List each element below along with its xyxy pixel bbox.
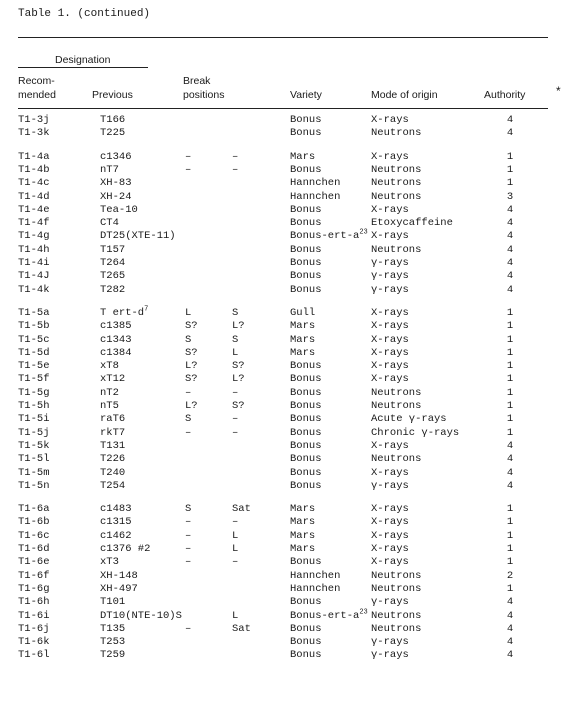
mode-of-origin-cell: γ-rays — [371, 479, 409, 492]
table-row — [0, 191, 575, 204]
previous-cell: nT7 — [100, 163, 119, 176]
variety-cell: Mars — [290, 529, 316, 542]
mode-of-origin-cell: X-rays — [371, 230, 409, 243]
designation-cell: T1-5i — [18, 413, 50, 426]
break-pos-1-cell: – — [185, 426, 192, 439]
variety-cell: Bonus — [290, 400, 322, 412]
authority-cell: 3 — [506, 190, 514, 203]
table-row — [0, 453, 575, 466]
authority-cell: 1 — [506, 413, 514, 426]
designation-cell: T1-5c — [18, 333, 50, 346]
mode-of-origin-cell: Neutrons — [371, 243, 422, 256]
variety-cell: Mars — [290, 333, 316, 346]
previous-cell: c1483 — [100, 503, 132, 516]
designation-cell: T1-6e — [18, 556, 50, 569]
break-pos-2-cell: – — [232, 426, 239, 439]
designation-cell: T1-5k — [18, 439, 50, 452]
variety-cell: Bonus — [290, 453, 322, 466]
authority-cell: 4 — [506, 649, 514, 662]
previous-cell: c1346 — [100, 150, 132, 163]
table-row — [0, 127, 575, 140]
variety-cell: Bonus — [290, 203, 322, 216]
authority-cell: 4 — [506, 636, 514, 649]
mode-of-origin-cell: X-rays — [371, 466, 409, 479]
previous-cell: T226 — [100, 453, 126, 466]
authority-cell: 1 — [506, 320, 514, 333]
variety-cell: Bonus — [290, 479, 322, 492]
designation-cell: T1-3j — [18, 114, 50, 126]
mode-of-origin-cell: X-rays — [371, 360, 409, 373]
authority-cell: 1 — [506, 582, 514, 595]
authority-cell: 1 — [506, 386, 514, 399]
mode-of-origin-cell: X-rays — [371, 320, 409, 333]
break-pos-1-cell: – — [185, 543, 192, 555]
table-row — [0, 360, 575, 373]
designation-header: Designation — [55, 54, 111, 66]
variety-cell: Bonus — [290, 114, 322, 126]
mode-of-origin-cell: X-rays — [371, 114, 409, 126]
variety-cell: Bonus — [290, 217, 322, 230]
break-pos-1-cell: – — [185, 556, 192, 569]
designation-cell: T1-6b — [18, 516, 50, 529]
break-pos-2-cell: S — [232, 333, 239, 346]
authority-cell: 1 — [506, 503, 514, 516]
designation-cell: T1-6h — [18, 596, 50, 609]
previous-cell: T157 — [100, 243, 126, 256]
header-rule — [18, 108, 548, 109]
table-row — [0, 387, 575, 400]
previous-cell: T282 — [100, 283, 126, 296]
variety-cell: Mars — [290, 516, 316, 529]
previous-cell: c1376 #2 — [100, 543, 151, 555]
break-pos-2-cell: – — [232, 386, 239, 399]
authority-cell: 4 — [506, 230, 514, 243]
authority-cell: 1 — [506, 333, 514, 346]
variety-cell: Bonus — [290, 283, 322, 296]
footnote-star: * — [556, 84, 561, 98]
break-pos-2-cell: S — [232, 306, 239, 319]
table-row — [0, 413, 575, 426]
table-row — [0, 427, 575, 440]
mode-of-origin-cell: Neutrons — [371, 609, 422, 622]
break-pos-1-cell: S? — [185, 346, 198, 359]
mode-of-origin-cell: Neutrons — [371, 127, 422, 140]
designation-cell: T1-6k — [18, 636, 50, 649]
authority-cell: 4 — [506, 243, 514, 256]
mode-of-origin-cell: Neutrons — [371, 582, 422, 595]
variety-cell: Bonus — [290, 649, 322, 662]
variety-cell: Mars — [290, 320, 316, 333]
table-row — [0, 636, 575, 649]
mode-of-origin-cell: X-rays — [371, 346, 409, 359]
variety-cell: Bonus — [290, 636, 322, 649]
table-row — [0, 649, 575, 662]
break-pos-1-cell: – — [185, 163, 192, 176]
break-pos-1-cell: – — [185, 516, 192, 529]
previous-cell: T253 — [100, 636, 126, 649]
variety-cell: Bonus — [290, 163, 322, 176]
mode-of-origin-cell: X-rays — [371, 306, 409, 319]
table-row — [0, 556, 575, 569]
mode-of-origin-cell: X-rays — [371, 203, 409, 216]
authority-cell: 4 — [506, 609, 514, 622]
designation-cell: T1-6j — [18, 622, 50, 635]
designation-cell: T1-6a — [18, 503, 50, 516]
table-row — [0, 543, 575, 556]
authority-cell: 1 — [506, 306, 514, 319]
table-row — [0, 177, 575, 190]
authority-cell: 4 — [506, 479, 514, 492]
variety-cell: Bonus — [290, 439, 322, 452]
variety-cell: Mars — [290, 503, 316, 516]
authority-cell: 4 — [506, 466, 514, 479]
mode-of-origin-cell: Neutrons — [371, 190, 422, 203]
authority-cell: 4 — [506, 217, 514, 230]
break-pos-2-cell: L? — [232, 373, 245, 386]
table-row — [0, 610, 575, 623]
break-pos-2-cell: – — [232, 150, 239, 163]
previous-cell: XH-83 — [100, 177, 132, 190]
designation-cell: T1-4i — [18, 257, 50, 269]
table-row — [0, 307, 575, 320]
variety-cell: Bonus — [290, 556, 322, 569]
break-pos-1-cell: S — [185, 413, 192, 426]
previous-cell: T166 — [100, 114, 126, 126]
variety-cell: Hannchen — [290, 582, 341, 595]
authority-cell: 4 — [506, 453, 514, 466]
break-pos-2-cell: – — [232, 556, 239, 569]
variety-cell: Bonus — [290, 257, 322, 269]
variety-cell: Mars — [290, 346, 316, 359]
designation-cell: T1-5m — [18, 466, 50, 479]
designation-cell: T1-6g — [18, 582, 50, 595]
variety-cell: Bonus — [290, 360, 322, 373]
mode-of-origin-cell: γ-rays — [371, 596, 409, 609]
designation-cell: T1-5e — [18, 360, 50, 373]
variety-cell: Hannchen — [290, 177, 341, 190]
authority-cell: 1 — [506, 360, 514, 373]
previous-cell: CT4 — [100, 217, 119, 230]
variety-cell: Mars — [290, 543, 316, 555]
designation-cell: T1-4f — [18, 217, 50, 230]
previous-header: Previous — [92, 89, 133, 101]
authority-cell: 4 — [506, 203, 514, 216]
designation-cell: T1-4b — [18, 163, 50, 176]
previous-cell: T240 — [100, 466, 126, 479]
mode-of-origin-cell: X-rays — [371, 439, 409, 452]
table-row — [0, 530, 575, 543]
previous-cell: T135 — [100, 622, 126, 635]
authority-cell: 4 — [506, 439, 514, 452]
authority-cell: 1 — [506, 177, 514, 190]
table-row — [0, 623, 575, 636]
designation-cell: T1-4e — [18, 203, 50, 216]
mode-of-origin-header: Mode of origin — [371, 89, 438, 101]
break-pos-2-cell: S? — [232, 360, 245, 373]
previous-cell: c1384 — [100, 346, 132, 359]
previous-cell: c1315 — [100, 516, 132, 529]
table-row — [0, 217, 575, 230]
previous-cell: T254 — [100, 479, 126, 492]
variety-cell: Bonus-$ert-a^{23}$ — [290, 228, 368, 243]
designation-cell: T1-5a — [18, 306, 50, 319]
break-pos-1-cell: L? — [185, 360, 198, 373]
designation-cell: T1-5j — [18, 426, 50, 439]
authority-cell: 1 — [506, 150, 514, 163]
variety-cell: Bonus — [290, 413, 322, 426]
mode-of-origin-cell: Neutrons — [371, 386, 422, 399]
previous-cell: xT3 — [100, 556, 119, 569]
designation-cell: T1-4k — [18, 283, 50, 296]
designation-cell: T1-4d — [18, 190, 50, 203]
break-pos-2-cell: L — [232, 609, 239, 622]
designation-cell: T1-4J — [18, 270, 50, 283]
top-rule — [18, 37, 548, 38]
table-row — [0, 244, 575, 257]
designation-cell: T1-4a — [18, 150, 50, 163]
previous-cell: DT25(XTE-11) — [100, 230, 176, 243]
designation-cell: T1-4h — [18, 243, 50, 256]
authority-header: Authority — [484, 89, 526, 101]
previous-cell: T265 — [100, 270, 126, 283]
authority-cell: 1 — [506, 373, 514, 386]
table-row — [0, 480, 575, 493]
break-pos-2-cell: Sat — [232, 622, 251, 635]
previous-cell: T259 — [100, 649, 126, 662]
variety-cell: Hannchen — [290, 190, 341, 203]
table-row — [0, 570, 575, 583]
mode-of-origin-cell: X-rays — [371, 516, 409, 529]
recommended-header: Recom- mended — [18, 75, 56, 101]
previous-cell: xT12 — [100, 373, 126, 386]
variety-cell: Bonus — [290, 243, 322, 256]
mode-of-origin-cell: Neutrons — [371, 400, 422, 412]
table-row — [0, 257, 575, 270]
mode-of-origin-cell: Neutrons — [371, 622, 422, 635]
authority-cell: 4 — [506, 596, 514, 609]
variety-cell: Gull — [290, 306, 316, 319]
break-pos-1-cell: L? — [185, 400, 198, 412]
break-pos-1-cell: – — [185, 622, 192, 635]
table-row — [0, 400, 575, 413]
authority-cell: 2 — [506, 569, 514, 582]
table-caption: Table 1. (continued) — [18, 8, 151, 20]
variety-cell: Bonus — [290, 373, 322, 386]
mode-of-origin-cell: Chronic γ-rays — [371, 426, 460, 439]
designation-cell: T1-5g — [18, 386, 50, 399]
mode-of-origin-cell: Neutrons — [371, 177, 422, 190]
mode-of-origin-cell: X-rays — [371, 150, 409, 163]
mode-of-origin-cell: X-rays — [371, 373, 409, 386]
break-pos-1-cell: L — [185, 306, 192, 319]
variety-cell: Bonus — [290, 386, 322, 399]
mode-of-origin-cell: X-rays — [371, 556, 409, 569]
previous-cell: XH-497 — [100, 582, 138, 595]
previous-cell: T101 — [100, 596, 126, 609]
table-row — [0, 334, 575, 347]
mode-of-origin-cell: γ-rays — [371, 649, 409, 662]
previous-cell: XH-24 — [100, 190, 132, 203]
designation-cell: T1-6f — [18, 569, 50, 582]
designation-cell: T1-4g — [18, 230, 50, 243]
designation-cell: T1-6c — [18, 529, 50, 542]
break-pos-2-cell: S? — [232, 400, 245, 412]
designation-cell: T1-4c — [18, 177, 50, 190]
designation-cell: T1-6i — [18, 609, 50, 622]
mode-of-origin-cell: X-rays — [371, 503, 409, 516]
designation-underline — [18, 67, 148, 68]
break-pos-1-cell: S — [185, 503, 192, 516]
previous-cell: nT5 — [100, 400, 119, 412]
variety-cell: Bonus — [290, 622, 322, 635]
authority-cell: 4 — [506, 270, 514, 283]
designation-cell: T1-6l — [18, 649, 50, 662]
table-row — [0, 230, 575, 243]
break-pos-1-cell: – — [185, 529, 192, 542]
variety-cell: Bonus — [290, 466, 322, 479]
mode-of-origin-cell: Etoxycaffeine — [371, 217, 453, 230]
break-pos-2-cell: L — [232, 543, 239, 555]
table-row — [0, 467, 575, 480]
authority-cell: 4 — [506, 257, 514, 269]
variety-cell: Bonus — [290, 270, 322, 283]
mode-of-origin-cell: Neutrons — [371, 163, 422, 176]
mode-of-origin-cell: γ-rays — [371, 257, 409, 269]
table-row — [0, 583, 575, 596]
break-pos-1-cell: S? — [185, 373, 198, 386]
table-row — [0, 151, 575, 164]
table-row — [0, 270, 575, 283]
mode-of-origin-cell: Acute γ-rays — [371, 413, 447, 426]
table-row — [0, 596, 575, 609]
break-pos-1-cell: S — [185, 333, 192, 346]
break-pos-2-cell: Sat — [232, 503, 251, 516]
break-pos-1-cell: S? — [185, 320, 198, 333]
previous-cell: T ert-$d^7$ — [100, 305, 149, 319]
authority-cell: 1 — [506, 163, 514, 176]
previous-cell: T225 — [100, 127, 126, 140]
variety-header: Variety — [290, 89, 322, 101]
designation-cell: T1-5l — [18, 453, 50, 466]
table-row — [0, 114, 575, 127]
designation-cell: T1-5b — [18, 320, 50, 333]
designation-cell: T1-5f — [18, 373, 50, 386]
authority-cell: 1 — [506, 556, 514, 569]
previous-cell: nT2 — [100, 386, 119, 399]
break-pos-2-cell: – — [232, 516, 239, 529]
designation-cell: T1-5h — [18, 400, 50, 412]
variety-cell: Hannchen — [290, 569, 341, 582]
variety-cell: Mars — [290, 150, 316, 163]
designation-cell: T1-5n — [18, 479, 50, 492]
previous-cell: raT6 — [100, 413, 126, 426]
table-row — [0, 320, 575, 333]
previous-cell: Tea-10 — [100, 203, 138, 216]
previous-cell: DT10(NTE-10)S — [100, 609, 182, 622]
previous-cell: T264 — [100, 257, 126, 269]
mode-of-origin-cell: γ-rays — [371, 636, 409, 649]
mode-of-origin-cell: γ-rays — [371, 283, 409, 296]
previous-cell: c1343 — [100, 333, 132, 346]
break-pos-1-cell: – — [185, 386, 192, 399]
designation-cell: T1-3k — [18, 127, 50, 140]
authority-cell: 4 — [506, 283, 514, 296]
authority-cell: 1 — [506, 346, 514, 359]
previous-cell: c1462 — [100, 529, 132, 542]
variety-cell: Bonus — [290, 426, 322, 439]
authority-cell: 4 — [506, 114, 514, 126]
break-positions-header: Break positions — [183, 75, 225, 101]
mode-of-origin-cell: X-rays — [371, 333, 409, 346]
authority-cell: 1 — [506, 529, 514, 542]
variety-cell: Bonus — [290, 596, 322, 609]
variety-cell: Bonus-$ert-a^{23}$ — [290, 608, 368, 622]
table-row — [0, 440, 575, 453]
previous-cell: xT8 — [100, 360, 119, 373]
previous-cell: c1385 — [100, 320, 132, 333]
previous-cell: T131 — [100, 439, 126, 452]
previous-cell: rkT7 — [100, 426, 126, 439]
break-pos-2-cell: L — [232, 346, 239, 359]
table-row — [0, 373, 575, 386]
authority-cell: 4 — [506, 127, 514, 140]
mode-of-origin-cell: γ-rays — [371, 270, 409, 283]
authority-cell: 1 — [506, 543, 514, 555]
authority-cell: 1 — [506, 400, 514, 412]
break-pos-2-cell: L? — [232, 320, 245, 333]
break-pos-2-cell: L — [232, 529, 239, 542]
previous-cell: XH-148 — [100, 569, 138, 582]
table-row — [0, 516, 575, 529]
break-pos-2-cell: – — [232, 163, 239, 176]
break-pos-1-cell: – — [185, 150, 192, 163]
authority-cell: 4 — [506, 622, 514, 635]
designation-cell: T1-5d — [18, 346, 50, 359]
table-row — [0, 204, 575, 217]
table-row — [0, 164, 575, 177]
authority-cell: 1 — [506, 516, 514, 529]
variety-cell: Bonus — [290, 127, 322, 140]
break-pos-2-cell: – — [232, 413, 239, 426]
table-row — [0, 503, 575, 516]
mode-of-origin-cell: X-rays — [371, 543, 409, 555]
table-row — [0, 284, 575, 297]
mode-of-origin-cell: Neutrons — [371, 453, 422, 466]
mode-of-origin-cell: X-rays — [371, 529, 409, 542]
authority-cell: 1 — [506, 426, 514, 439]
mode-of-origin-cell: Neutrons — [371, 569, 422, 582]
table-row — [0, 347, 575, 360]
designation-cell: T1-6d — [18, 543, 50, 555]
